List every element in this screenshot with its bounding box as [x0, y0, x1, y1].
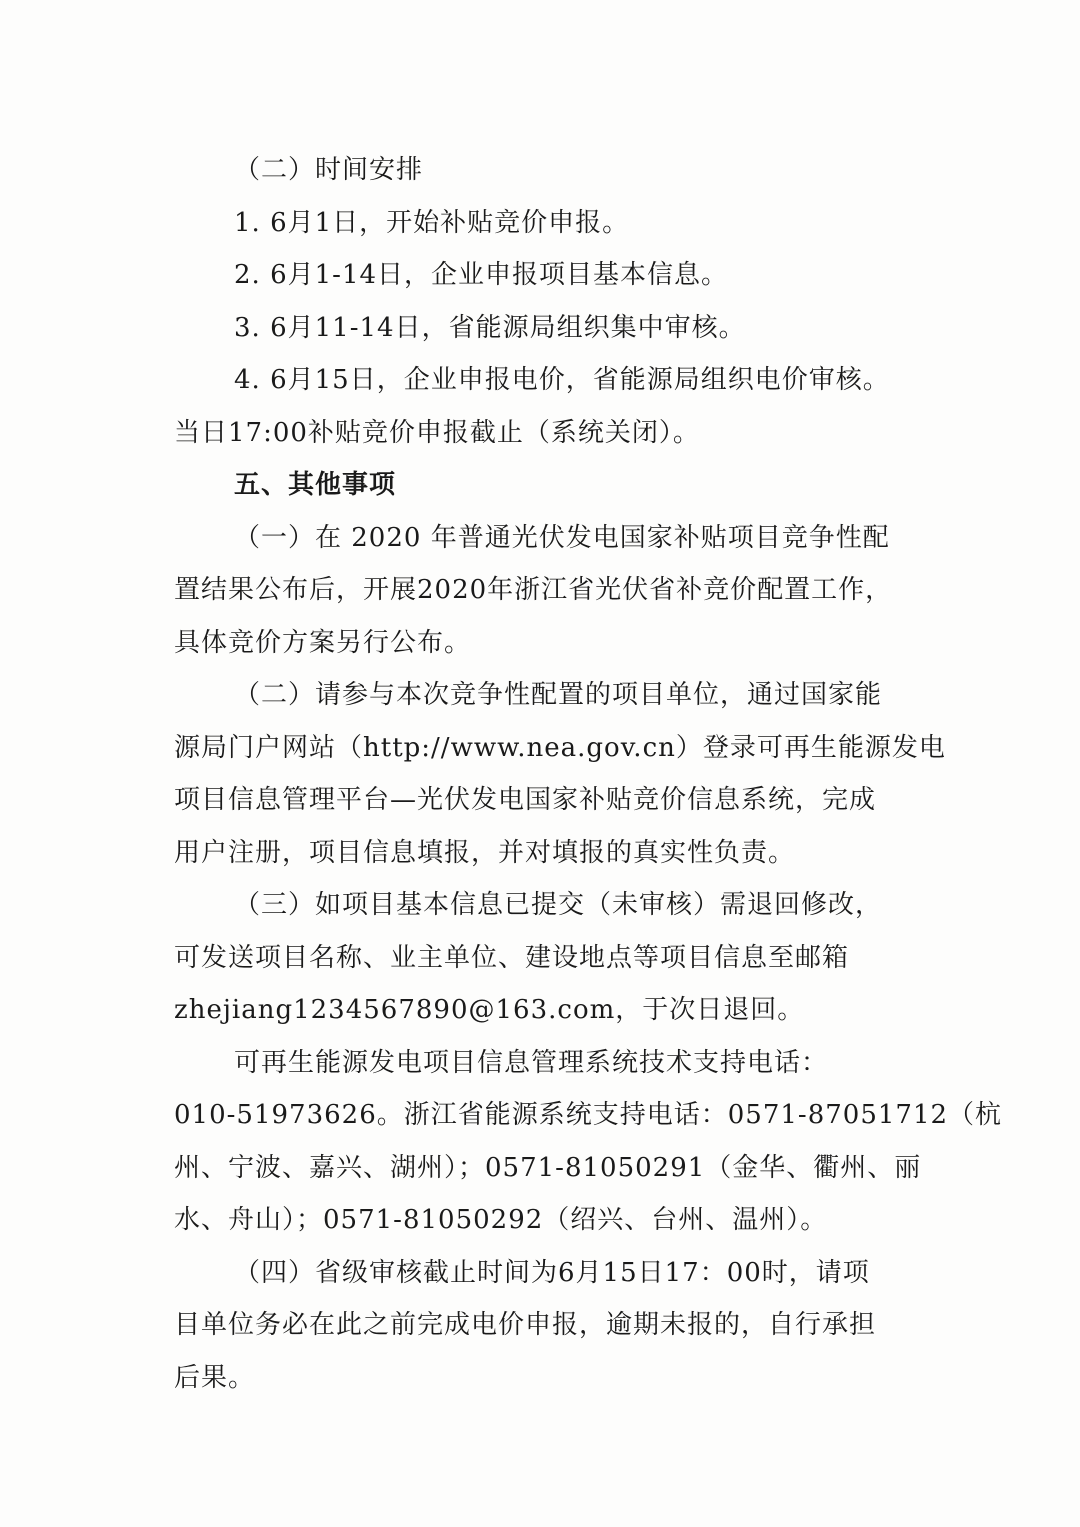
paragraph-1-line: 具体竞价方案另行公布。 [174, 627, 472, 658]
schedule-item-2: 2. 6月1-14日，企业申报项目基本信息。 [234, 260, 729, 290]
paragraph-4-line: 可再生能源发电项目信息管理系统技术支持电话： [234, 1047, 829, 1078]
paragraph-1-line: （一）在 2020 年普通光伏发电国家补贴项目竞争性配 [234, 522, 890, 553]
section-heading-other: 五、其他事项 [234, 470, 397, 500]
schedule-item-1: 1. 6月1日，开始补贴竞价申报。 [234, 207, 630, 238]
paragraph-2-line: 源局门户网站（http://www.nea.gov.cn）登录可再生能源发电 [174, 732, 946, 763]
paragraph-5-line: （四）省级审核截止时间为6月15日17：00时，请项 [234, 1257, 870, 1288]
paragraph-2-line: 项目信息管理平台—光伏发电国家补贴竞价信息系统，完成 [174, 785, 877, 815]
schedule-item-3: 3. 6月11-14日，省能源局组织集中审核。 [234, 312, 746, 343]
paragraph-2-line: （二）请参与本次竞争性配置的项目单位，通过国家能 [234, 680, 883, 710]
paragraph-3-line: 可发送项目名称、业主单位、建设地点等项目信息至邮箱 [174, 942, 850, 973]
paragraph-1-line: 置结果公布后，开展2020年浙江省光伏省补竞价配置工作， [174, 575, 893, 605]
paragraph-5-line: 目单位务必在此之前完成电价申报，逾期未报的，自行承担 [174, 1310, 877, 1340]
paragraph-2-line: 用户注册，项目信息填报，并对填报的真实性负责。 [174, 837, 796, 868]
paragraph-3-line: zhejiang1234567890@163.com，于次日退回。 [174, 995, 805, 1025]
paragraph-4-line: 水、舟山）；0571-81050292（绍兴、台州、温州）。 [174, 1205, 828, 1235]
schedule-item-4: 4. 6月15日，企业申报电价，省能源局组织电价审核。 [234, 365, 890, 395]
paragraph-5-line: 后果。 [174, 1362, 256, 1393]
paragraph-3-line: （三）如项目基本信息已提交（未审核）需退回修改， [234, 890, 883, 920]
schedule-item-4-continuation: 当日17:00补贴竞价申报截止（系统关闭）。 [174, 417, 700, 448]
paragraph-4-line: 州、宁波、嘉兴、湖州）；0571-81050291（金华、衢州、丽 [174, 1152, 922, 1183]
document-body [174, 144, 1003, 1404]
paragraph-4-line: 010-51973626。浙江省能源系统支持电话：0571-87051712（杭 [174, 1100, 1003, 1130]
section-heading-time: （二）时间安排 [234, 155, 424, 185]
